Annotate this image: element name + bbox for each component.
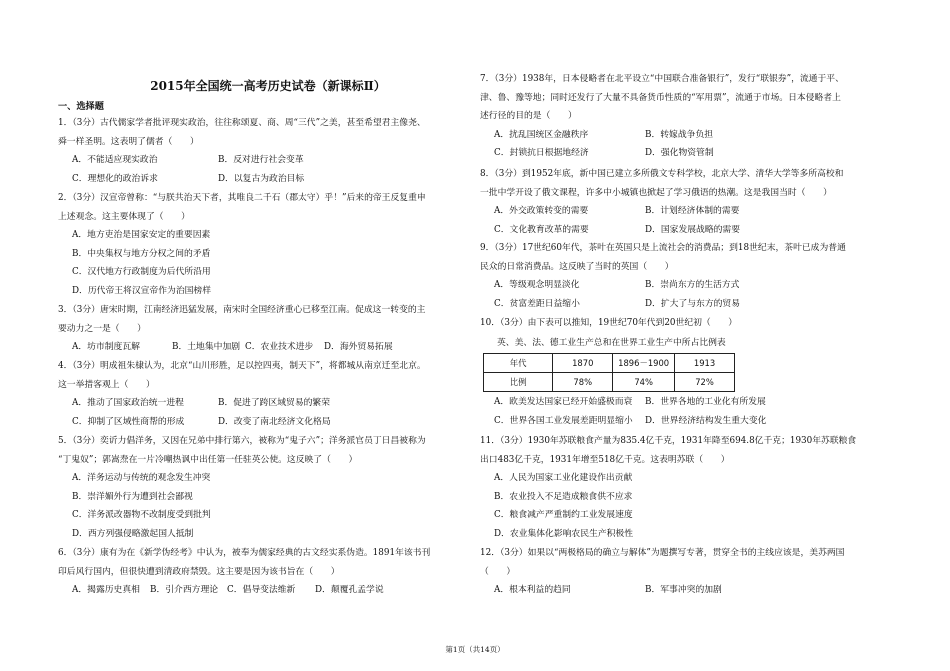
question-4-stem-line: 这一举措客观上（ ）	[58, 379, 155, 390]
table-cell: 1896－1900	[613, 354, 675, 373]
question-4-option: B．促进了跨区域贸易的繁荣	[218, 398, 331, 408]
question-5-stem-line: 5．（3分）奕䜣力倡洋务，又因在兄弟中排行第六，被称为“鬼子六”；洋务派官员丁日昌被称为	[58, 436, 426, 446]
question-7-stem-line: 津、鲁、豫等地；同时还发行了大量不具备货币性质的“军用票”，流通于市场。日本侵略者上	[480, 92, 841, 103]
question-11-option: A．人民为国家工业化建设作出贡献	[494, 473, 633, 483]
question-10-option: D．世界经济结构发生重大变化	[645, 415, 767, 426]
question-2-option: D．历代帝王将汉宣帝作为治国榜样	[72, 285, 212, 296]
table-caption: 英、美、法、德工业生产总和在世界工业生产中所占比例表	[497, 338, 726, 348]
question-6-option: C．倡导变法维新	[227, 585, 296, 595]
table-cell: 72%	[675, 373, 735, 392]
question-3-stem-line: 3．（3分）唐宋时期，江南经济迅猛发展，南宋时全国经济重心已移至江南。促成这一转变的主	[58, 305, 426, 315]
question-8-option: D．国家发展战略的需要	[645, 224, 741, 235]
question-12-stem-line: （ ）	[480, 566, 516, 577]
question-11-option: D．农业集体化影响农民生产积极性	[494, 528, 634, 539]
question-12-option: A．根本利益的趋同	[494, 585, 571, 595]
question-11-stem-line: 出口483亿千克，1931年增至518亿千克。这表明苏联（ ）	[480, 454, 730, 465]
question-7-option: D．强化物资管制	[645, 148, 714, 158]
question-10-option: B．世界各地的工业化有所发展	[645, 397, 766, 407]
question-7-stem-line: 述行径的目的是（ ）	[480, 111, 577, 121]
question-8-option: C．文化教育改革的需要	[494, 224, 589, 235]
question-2-option: B．中央集权与地方分权之间的矛盾	[72, 248, 211, 259]
question-3-option: D．海外贸易拓展	[324, 342, 393, 352]
question-6-option: D．颠覆孔孟学说	[315, 585, 384, 595]
question-3-option: B．土地集中加剧	[172, 342, 241, 352]
question-4-option: A．推动了国家政治统一进程	[72, 398, 184, 408]
question-11-option: C．粮食减产严重制约工业发展速度	[494, 510, 633, 520]
question-3-option: A．坊市制度瓦解	[72, 342, 140, 352]
question-9-stem-line: 9．（3分）17世纪60年代，茶叶在英国只是上流社会的消费品；到18世纪末，茶叶已成为普通	[480, 243, 846, 253]
question-6-option: B．引介西方理论	[150, 585, 219, 595]
question-9-stem-line: 民众的日常消费品。这反映了当时的英国（ ）	[480, 261, 674, 272]
question-1-option: A．不能适应现实政治	[72, 155, 158, 165]
table-cell: 74%	[613, 373, 675, 392]
question-9-option: C．贫富差距日益缩小	[494, 298, 580, 309]
question-8-stem-line: 8．（3分）到1952年底，新中国已建立多所俄文专科学校，北京大学、清华大学等多所高校和	[480, 169, 844, 179]
table-cell: 78%	[553, 373, 613, 392]
question-6-stem-line: 6．（3分）康有为在《新学伪经考》中认为，被奉为儒家经典的古文经实系伪造。1891年该书刊	[58, 548, 431, 558]
table-row-header: 比例	[484, 373, 553, 392]
question-2-stem-line: 上述观念。这主要体现了（ ）	[58, 211, 190, 222]
table-cell: 1913	[675, 354, 735, 373]
question-11-stem-line: 11．（3分）1930年苏联粮食产量为835.4亿千克，1931年降至694.8亿千克；1930年苏联粮食	[480, 436, 857, 446]
section-heading: 一、选择题	[58, 101, 104, 112]
question-9-option: B．崇尚东方的生活方式	[645, 280, 740, 290]
question-1-option: C．理想化的政治诉求	[72, 173, 158, 184]
exam-title: 2015年全国统一高考历史试卷（新课标Ⅱ）	[150, 79, 386, 93]
table-cell: 1870	[553, 354, 613, 373]
question-6-stem-line: 印后风行国内，但很快遭到清政府禁毁。这主要是因为该书旨在（ ）	[58, 566, 340, 577]
question-9-option: D．扩大了与东方的贸易	[645, 298, 741, 309]
question-1-option: B．反对进行社会变革	[218, 155, 304, 165]
question-5-option: D．西方列强侵略激起国人抵制	[72, 528, 194, 539]
question-5-option: A．洋务运动与传统的观念发生冲突	[72, 473, 211, 483]
question-8-stem-line: 一批中学开设了俄文课程，许多中小城镇也掀起了学习俄语的热潮。这是我国当时（ ）	[480, 187, 832, 198]
question-10-stem-line: 10．（3分）由下表可以推知，19世纪70年代到20世纪初（ ）	[480, 318, 738, 328]
question-5-option: B．崇洋媚外行为遭到社会鄙视	[72, 491, 193, 502]
question-10-option: A．欧美发达国家已经开始盛极而衰	[494, 397, 633, 407]
question-5-stem-line: “丁鬼奴”；郭嵩焘在一片冷嘲热讽中出任第一任驻英公使。这反映了（ ）	[58, 454, 358, 465]
question-8-option: B．计划经济体制的需要	[645, 206, 740, 216]
question-12-stem-line: 12．（3分）如果以“两极格局的确立与解体”为题撰写专著，贯穿全书的主线应该是，美苏两国	[480, 548, 845, 558]
question-3-stem-line: 要动力之一是（ ）	[58, 323, 146, 334]
page-footer: 第1页（共14页）	[445, 645, 505, 654]
question-4-stem-line: 4．（3分）明成祖朱棣认为，北京“山川形胜，足以控四夷，制天下”，将都城从南京迁至北京。	[58, 361, 426, 371]
question-1-option: D．以复古为政治目标	[218, 173, 305, 184]
question-4-option: D．改变了南北经济文化格局	[218, 416, 331, 427]
question-9-option: A．等级观念明显淡化	[494, 280, 580, 290]
question-4-option: C．抑制了区域性商帮的形成	[72, 416, 185, 427]
question-1-stem-line: 1．（3分）古代儒家学者批评现实政治，往往称颂夏、商、周“三代”之美，甚至希望君主像尧、	[58, 118, 426, 128]
question-3-option: C．农业技术进步	[245, 342, 314, 352]
question-7-option: A．扰乱国统区金融秩序	[494, 129, 589, 140]
question-1-stem-line: 舜一样圣明。这表明了儒者（ ）	[58, 136, 199, 147]
question-7-option: B．转嫁战争负担	[645, 129, 714, 140]
question-6-option: A．揭露历史真相	[72, 585, 140, 595]
question-7-option: C．封锁抗日根据地经济	[494, 148, 589, 158]
question-10-option: C．世界各国工业发展差距明显缩小	[494, 415, 633, 426]
question-8-option: A．外交政策转变的需要	[494, 206, 589, 216]
question-2-option: A．地方吏治是国家安定的重要因素	[72, 230, 211, 240]
question-7-stem-line: 7．（3分）1938年，日本侵略者在北平设立“中国联合准备银行”，发行“联银券”，流通于平、	[480, 74, 844, 84]
question-12-option: B．军事冲突的加剧	[645, 585, 722, 595]
question-2-option: C．汉代地方行政制度为后代所沿用	[72, 267, 211, 277]
table-row-header: 年代	[484, 354, 553, 373]
question-11-option: B．农业投入不足造成粮食供不应求	[494, 491, 633, 502]
question-2-stem-line: 2．（3分）汉宣帝曾称：“与朕共治天下者，其唯良二千石（郡太守）乎！”后来的帝王反复重申	[58, 193, 426, 203]
data-table	[483, 353, 735, 392]
question-5-option: C．洋务派改器物不改制度受到批判	[72, 510, 211, 520]
